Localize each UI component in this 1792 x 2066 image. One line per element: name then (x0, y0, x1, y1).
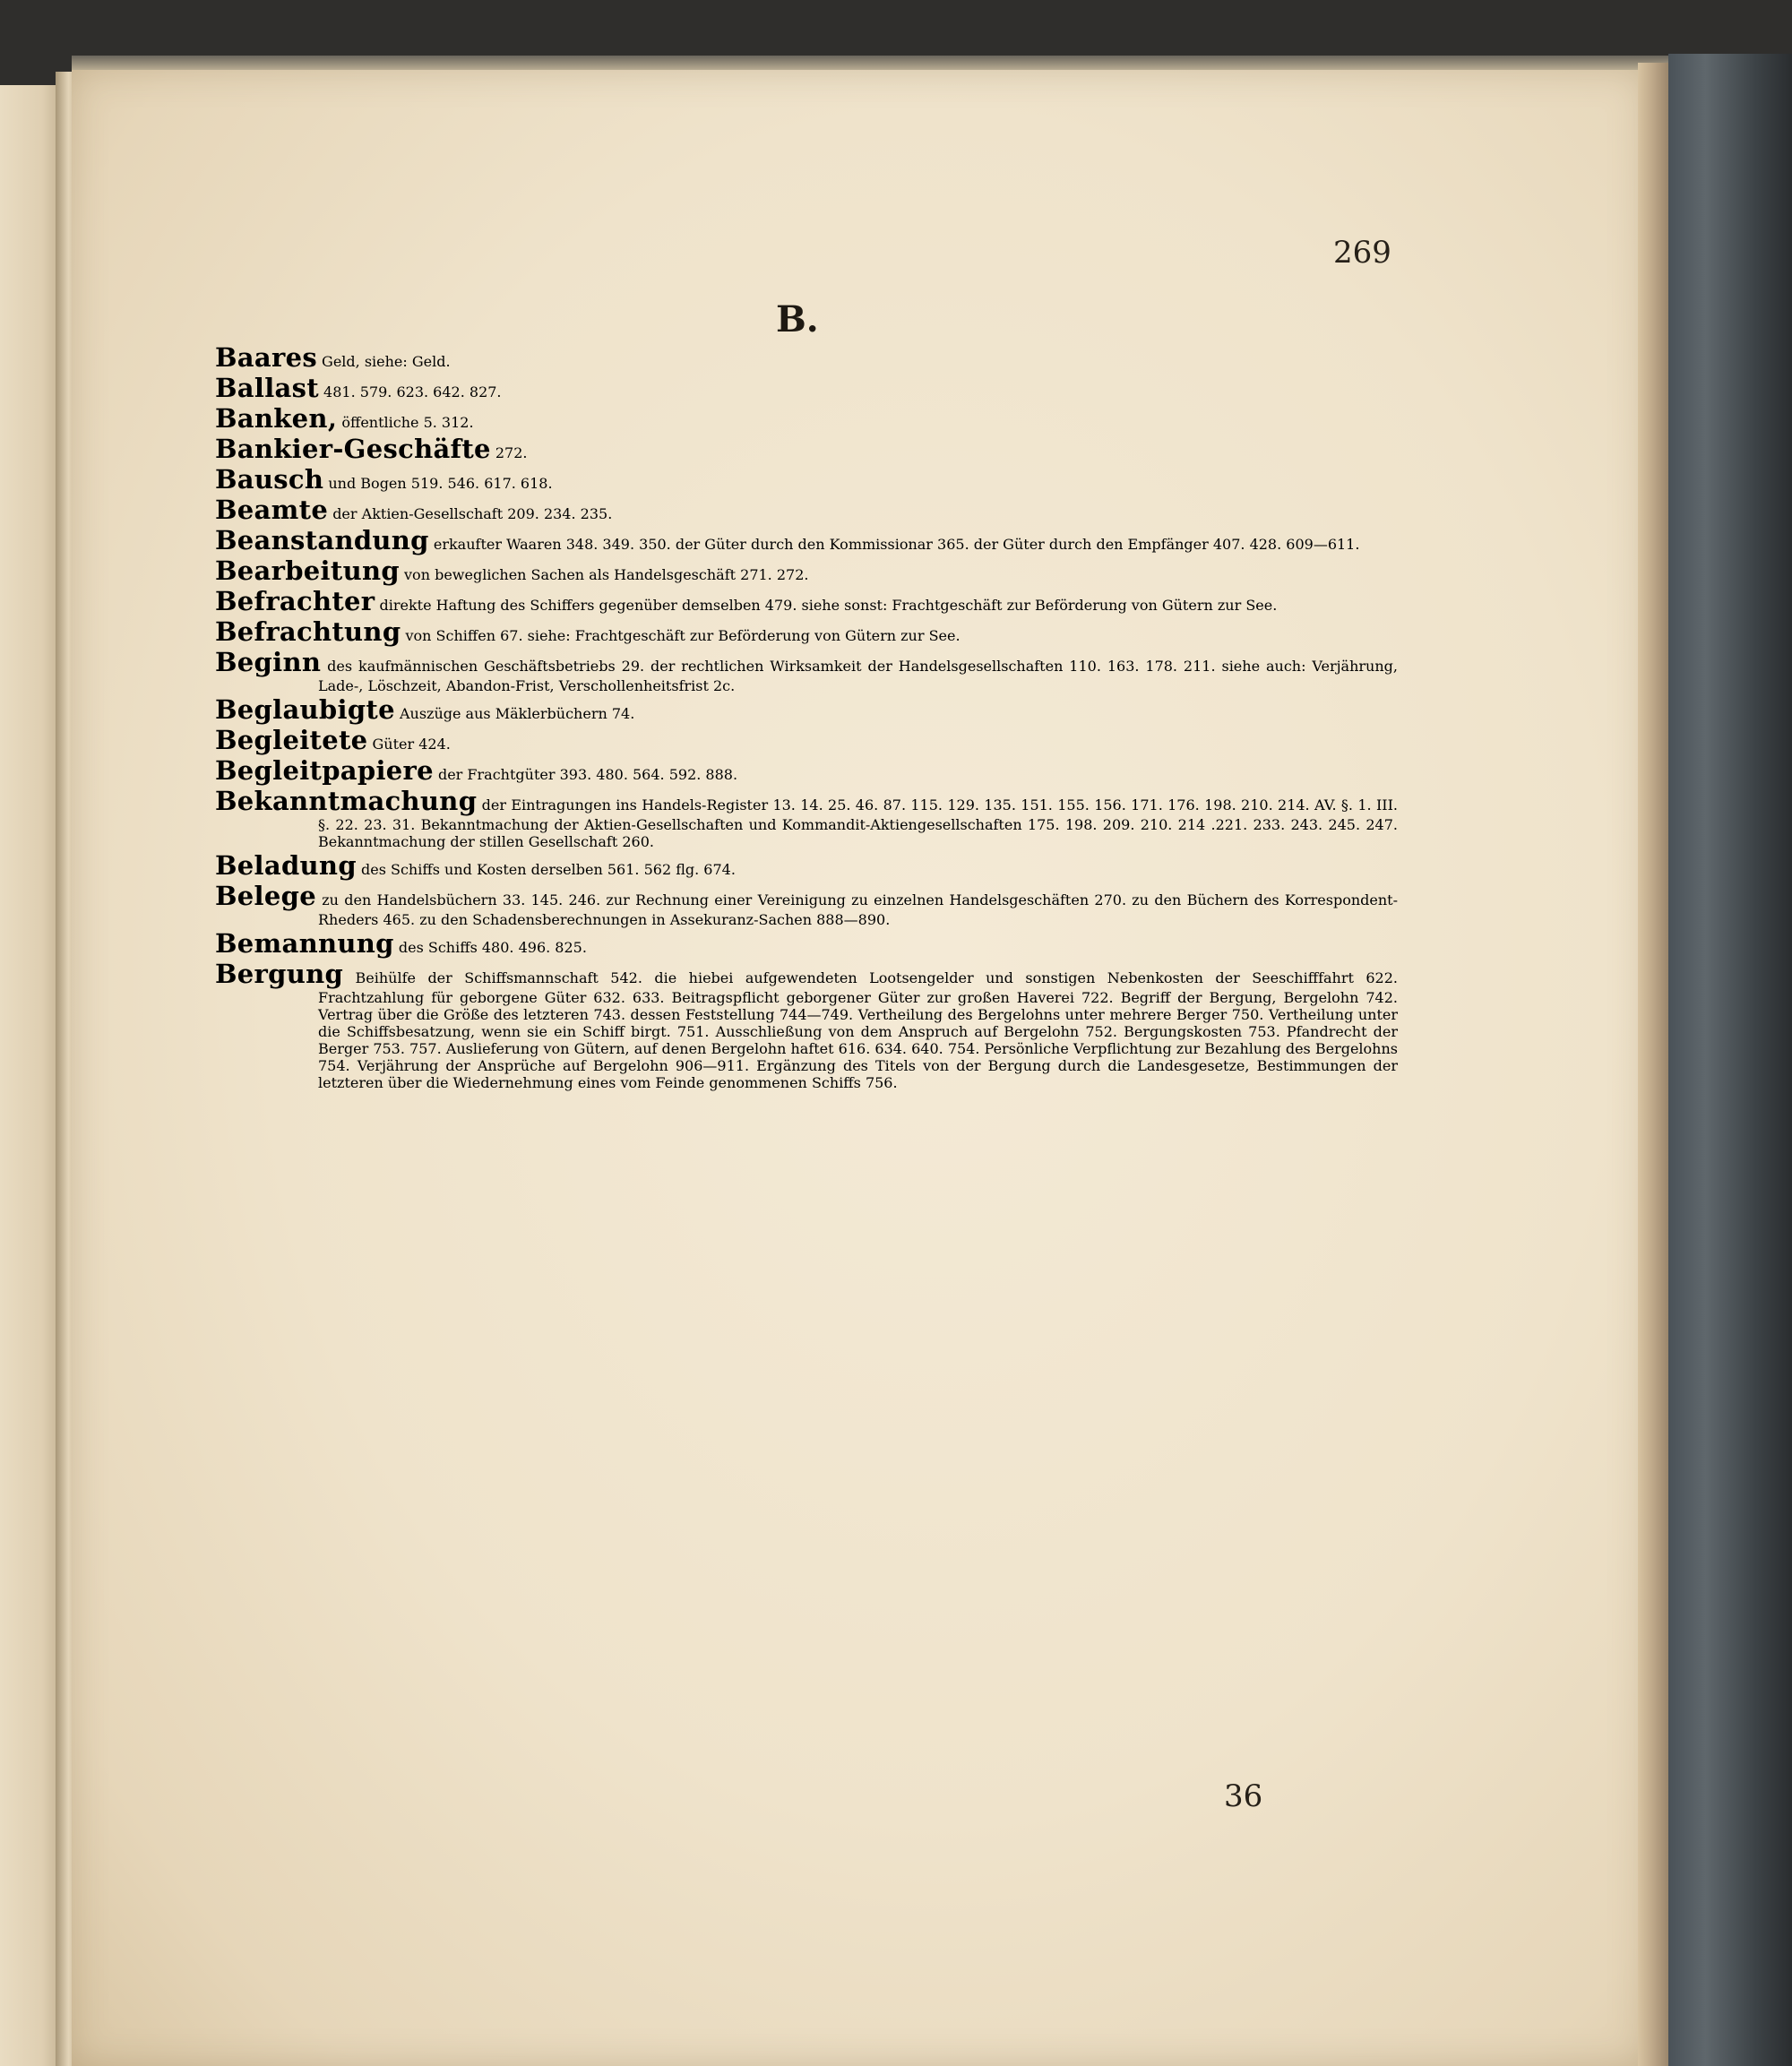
entry-head: Beginn (215, 647, 322, 677)
entry-head: Belege (215, 881, 316, 911)
entry-head: Begleitete (215, 725, 368, 755)
book-cover (1668, 54, 1792, 2066)
index-entry (215, 755, 1398, 786)
index-entry (215, 850, 1398, 881)
index-entry (215, 342, 1398, 373)
index-entry (215, 464, 1398, 495)
index-entry (215, 586, 1398, 616)
entry-text: des Schiffs und Kosten derselben 561. 562 flg. 674. (361, 861, 736, 878)
entry-head: Bearbeitung (215, 555, 400, 586)
entry-head: Begleitpapiere (215, 755, 434, 786)
entry-text: Beihülfe der Schiffsmannschaft 542. die hiebei aufgewendeten Lootsengelder und sonstigen Nebenkosten der Seeschifffahrt 622. Frachtzahlung für geborgene Güter 632. 633. Beitragspflicht geborgener Güter zur großen Haverei 722. Begriff der Bergung, Bergelohn 742. Vertrag über die Größe des letzteren 743. dessen Feststellung 744—749. Vertheilung des Bergelohns unter mehrere Berger 750. Vertheilung unter die Schiffsbesatzung, wenn sie ein Schiff birgt. 751. Ausschließung von dem Anspruch auf Bergelohn 752. Bergungskosten 753. Pfandrecht der Berger 753. 757. Auslieferung von Gütern, auf denen Bergelohn haftet 616. 634. 640. 754. Persönliche Verpflichtung zur Bezahlung des Bergelohns 754. Verjährung der Ansprüche auf Bergelohn 906—911. Ergänzung des Titels von der Bergung durch die Landesgesetze, Bestimmungen der letzteren über die Wiedernehmung eines vom Feinde genommenen Schiffs 756. (318, 969, 1398, 1091)
letter-heading: B. (776, 298, 819, 340)
entry-head: Bankier-Geschäfte (215, 434, 491, 464)
entry-head: Baares (215, 342, 317, 373)
entry-text: Güter 424. (372, 736, 451, 753)
index-entry (215, 881, 1398, 928)
index-entry (215, 616, 1398, 647)
index-entry (215, 495, 1398, 525)
index-entry (215, 694, 1398, 725)
entry-text: 481. 579. 623. 642. 827. (323, 383, 502, 400)
index-entry (215, 525, 1398, 555)
entry-head: Beamte (215, 495, 329, 525)
entry-head: Befrachtung (215, 616, 401, 647)
index-entry (215, 786, 1398, 850)
entry-text: des kaufmännischen Geschäftsbetriebs 29. der rechtlichen Wirksamkeit der Handelsgesellschaften 110. 163. 178. 211. siehe auch: Verjährung, Lade-, Löschzeit, Abandon-Frist, Verschollenheitsfrist 2c. (318, 658, 1398, 694)
index-entry (215, 725, 1398, 755)
entry-head: Beglaubigte (215, 694, 395, 725)
entry-head: Ballast (215, 373, 319, 403)
entry-text: öffentliche 5. 312. (341, 414, 474, 431)
entry-text: der Eintragungen ins Handels-Register 13. 14. 25. 46. 87. 115. 129. 135. 151. 155. 156. 171. 176. 198. 210. 214. AV. §. 1. III. §. 22. 23. 31. Bekanntmachung der Aktien-Gesellschaften und Kommandit-Aktiengesellschaften 175. 198. 209. 210. 214 .221. 233. 243. 245. 247. Bekanntmachung der stillen Gesellschaft 260. (318, 796, 1398, 850)
entry-head: Bausch (215, 464, 324, 495)
entry-text: erkaufter Waaren 348. 349. 350. der Güter durch den Kommissionar 365. der Güter durch den Empfänger 407. 428. 609—611. (433, 536, 1360, 553)
index-entry (215, 403, 1398, 434)
entry-text: von Schiffen 67. siehe: Frachtgeschäft zur Beförderung von Gütern zur See. (405, 627, 961, 644)
signature-mark: 36 (1224, 1778, 1263, 1814)
entry-head: Befrachter (215, 586, 375, 616)
entry-text: Auszüge aus Mäklerbüchern 74. (399, 705, 635, 722)
index-entries (215, 342, 1398, 1091)
entry-head: Beanstandung (215, 525, 429, 555)
page-number: 269 (1333, 235, 1391, 271)
entry-text: von beweglichen Sachen als Handelsgeschäft 271. 272. (404, 566, 809, 583)
index-entry (215, 373, 1398, 403)
entry-head: Bekanntmachung (215, 786, 478, 816)
entry-text: zu den Handelsbüchern 33. 145. 246. zur Rechnung einer Vereinigung zu einzelnen Handelsgeschäften 270. zu den Büchern des Korrespondent-Rheders 465. zu den Schadensberechnungen in Assekuranz-Sachen 888—890. (318, 891, 1398, 928)
index-entry (215, 959, 1398, 1091)
entry-text: der Aktien-Gesellschaft 209. 234. 235. (332, 505, 613, 522)
index-entry (215, 434, 1398, 464)
entry-head: Banken, (215, 403, 338, 434)
entry-text: des Schiffs 480. 496. 825. (398, 939, 587, 956)
index-entry (215, 555, 1398, 586)
entry-text: direkte Haftung des Schiffers gegenüber demselben 479. siehe sonst: Frachtgeschäft zur Beförderung von Gütern zur See. (379, 597, 1278, 614)
entry-head: Beladung (215, 850, 357, 881)
entry-text: und Bogen 519. 546. 617. 618. (328, 475, 553, 492)
entry-text: der Frachtgüter 393. 480. 564. 592. 888. (437, 766, 738, 783)
entry-text: 272. (495, 444, 528, 461)
entry-head: Bergung (215, 959, 344, 989)
index-entry (215, 928, 1398, 959)
entry-head: Bemannung (215, 928, 394, 959)
entry-text: Geld, siehe: Geld. (322, 353, 451, 370)
index-entry (215, 647, 1398, 694)
